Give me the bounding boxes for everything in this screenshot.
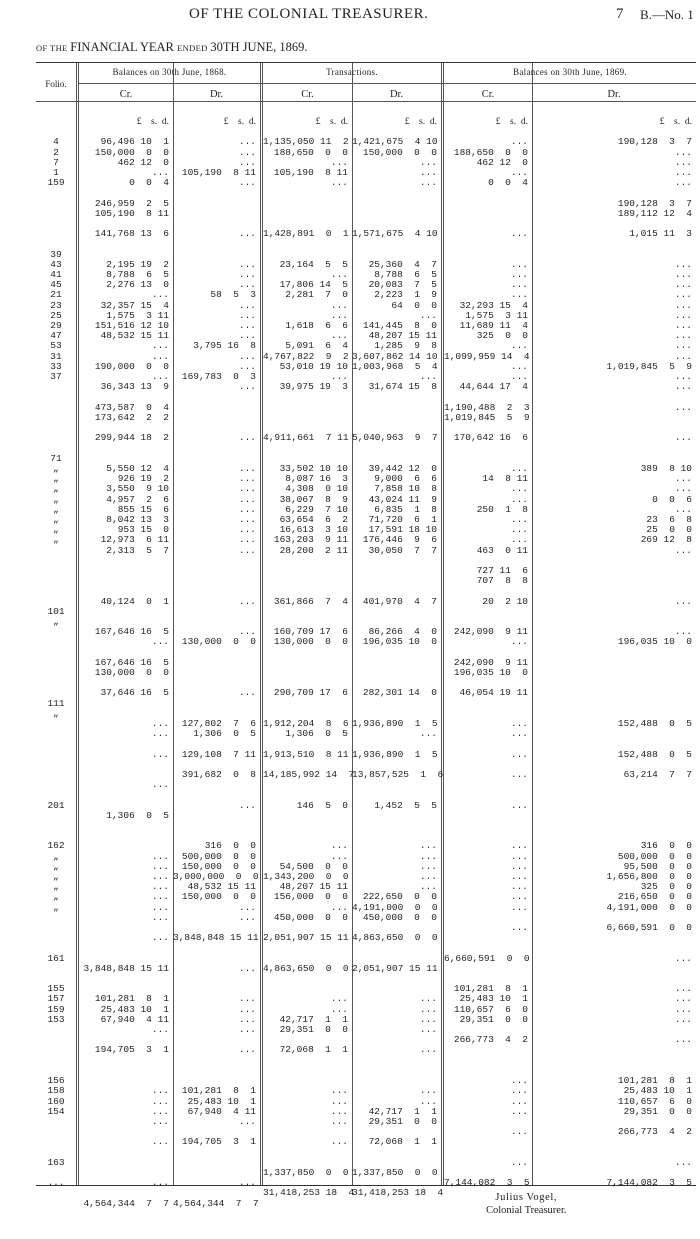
group-header-1869: Balances on 30th June, 1869. xyxy=(513,67,627,77)
signature-block xyxy=(486,1191,567,1217)
column-1868-dr: ... ... ... 105,190 8 11 ... ... ... ... ... 58 5 3 ... ... ... ... 3,795 16 8 ... ... 169,783 0 3 ... ... ... ... ... ... ... ... ... ... ... ... ... 130,000 0 0 ... 127,802 7 6 1,306 0 5 129,108 7 11 391,682 0 8 ... 316 0 0 500,000 0 0 150,000 0 0 3,000,000 0 0 48,532 15 11 150,000 0 0 ... ... 3,848,848 15 11 ... ... ... ... ... ... 101,281 8 1 25,483 10 1 67,940 4 11 ... 194,705 3 1 ... 4,564,344 7 7 xyxy=(173,136,259,1209)
column-transactions-dr: 1,421,675 4 10 150,000 0 0 ... ... ... 1,571,675 4 10 25,360 4 7 8,788 6 5 20,083 7 5 2,223 1 9 64 0 0 ... 141,445 8 0 48,207 15 11 1,285 9 8 3,607,862 14 10 1,003,968 5 4 ... 31,674 15 8 5,040,963 9 7 39,442 12 0 9,000 6 6 7,858 10 8 43,024 11 9 6,835 1 8 71,720 6 1 17,591 18 10 176,446 9 6 30,050 7 7 401,970 4 7 86,266 4 0 196,035 10 0 282,301 14 0 1,936,890 1 5 ... 1,936,890 1 5 13,857,525 1 6 1,452 5 5 ... ... ... ... ... 222,650 0 0 4,191,000 0 0 450,000 0 0 4,863,650 0 0 2,051,907 15 11 ... ... ... ... ... ... ... 42,717 1 1 29,351 0 0 72,068 1 1 1,337,850 0 0 31,418,253 18 4 xyxy=(352,136,444,1199)
currency-units: £ s. d. xyxy=(404,117,437,127)
column-header-folio: Folio. xyxy=(45,79,67,89)
folio-column: 4 2 7 1 159 39 43 41 45 21 23 25 29 47 53 31 33 37 71 „ „ „ „ „ „ „ „ 101 „ 111 „ 201 162 „ „ „ „ „ „ 161 155 157 159 153 156 158 160 154 163 ... xyxy=(47,136,65,1189)
column-transactions-cr: 1,135,050 11 2 188,650 0 0 ... 105,190 8 11 ... 1,428,891 0 1 23,164 5 5 ... 17,806 14 5 2,281 7 0 ... ... 1,618 6 6 ... 5,091 6 4 4,767,822 9 2 53,010 19 10 ... 39,975 19 3 4,911,661 7 11 33,502 10 10 8,087 16 3 4,308 0 10 38,067 8 9 6,229 7 10 63,654 6 2 16,613 3 10 163,203 9 11 28,200 2 11 361,866 7 4 160,709 17 6 130,000 0 0 290,709 17 6 1,912,204 8 6 1,306 0 5 1,913,510 8 11 14,185,992 14 7 146 5 0 ... ... 54,500 0 0 1,343,200 0 0 48,207 15 11 156,000 0 0 ... 450,000 0 0 2,051,907 15 11 4,863,650 0 0 ... ... 42,717 1 1 29,351 0 0 72,068 1 1 ... ... ... ... ... 1,337,850 0 0 31,418,253 18 4 xyxy=(263,136,355,1199)
column-header-cr: Cr. xyxy=(119,89,133,100)
page-number: 7 xyxy=(616,6,624,22)
column-header-dr: Dr. xyxy=(389,89,404,100)
signatory-title: Colonial Treasurer. xyxy=(486,1205,567,1216)
document-code: B.—No. 1 xyxy=(640,7,694,22)
subtitle-part-b: FINANCIAL YEAR xyxy=(70,40,178,54)
currency-units: £ s. d. xyxy=(495,117,528,127)
column-header-dr: Dr. xyxy=(607,89,621,100)
page-title: OF THE COLONIAL TREASURER. xyxy=(189,6,429,22)
table-subtitle xyxy=(36,40,308,55)
page-header xyxy=(0,6,700,28)
subtitle-part-d: 30TH JUNE, 1869. xyxy=(210,40,308,54)
group-header-transactions: Transactions. xyxy=(326,67,378,77)
column-1869-cr: ... 188,650 0 0 462 12 0 ... 0 0 4 ... ... ... ... ... 32,293 15 4 1,575 3 11 11,689 11 4 325 0 0 ... 1,099,959 14 4 ... ... 44,644 17 4 1,190,488 2 3 1,019,845 5 9 170,642 16 6 ... 14 8 11 ... ... 250 1 8 ... ... ... 463 0 11 727 11 6 707 8 8 20 2 10 242,090 9 11 ... 242,090 9 11 196,035 10 0 46,054 19 11 ... ... ... ... ... ... ... ... ... ... ... ... ... 6,660,591 0 0 101,281 8 1 25,483 10 1 110,657 6 0 29,351 0 0 266,773 4 2 ... ... ... ... ... ... 7,144,082 3 5 xyxy=(444,136,530,1189)
column-1869-dr: 190,128 3 7 ... ... ... ... 190,128 3 7 189,112 12 4 1,015 11 3 ... ... ... ... ... ... ... ... ... ... 1,019,845 5 9 ... ... ... ... 389 8 10 ... ... 0 0 6 ... 23 6 8 25 0 0 269 12 8 ... ... ... 196,035 10 0 152,488 0 5 152,488 0 5 63,214 7 7 316 0 0 500,000 0 0 95,500 0 0 1,656,800 0 0 325 0 0 216,650 0 0 4,191,000 0 0 6,660,591 0 0 ... ... ... ... ... ... 101,281 8 1 25,483 10 1 110,657 6 0 29,351 0 0 266,773 4 2 ... 7,144,082 3 5 xyxy=(606,136,692,1189)
subtitle-part-a: OF THE xyxy=(36,43,71,53)
column-header-cr: Cr. xyxy=(301,89,314,100)
currency-units: £ s. d. xyxy=(315,117,348,127)
subtitle-part-c: ENDED xyxy=(177,43,211,53)
column-1868-cr: 96,496 10 1 150,000 0 0 462 12 0 ... 0 0 4 246,959 2 5 105,190 8 11 141,768 13 6 2,195 19 2 8,788 6 5 2,276 13 0 ... 32,357 15 4 1,575 3 11 151,516 12 10 48,532 15 11 ... ... 190,000 0 0 ... 36,343 13 9 473,587 0 4 173,642 2 2 299,944 18 2 5,550 12 4 926 19 2 3,550 9 10 4,957 2 6 855 15 6 8,042 13 3 953 15 0 12,973 6 11 2,313 5 7 40,124 0 1 167,646 16 5 ... 167,646 16 5 130,000 0 0 37,646 16 5 ... ... ... ... 1,306 0 5 ... ... ... ... ... ... ... ... 3,848,848 15 11 101,281 8 1 25,483 10 1 67,940 4 11 ... 194,705 3 1 ... ... ... ... ... ... 4,564,344 7 7 xyxy=(83,136,169,1209)
column-header-dr: Dr. xyxy=(209,89,224,100)
currency-units: £ s. d. xyxy=(659,117,692,127)
group-header-1868: Balances on 30th June, 1868. xyxy=(112,67,227,77)
currency-units: £ s. d. xyxy=(223,117,256,127)
signatory-name: Julius Vogel, xyxy=(495,1192,558,1203)
currency-units: £ s. d. xyxy=(136,117,169,127)
column-header-cr: Cr. xyxy=(481,89,495,100)
